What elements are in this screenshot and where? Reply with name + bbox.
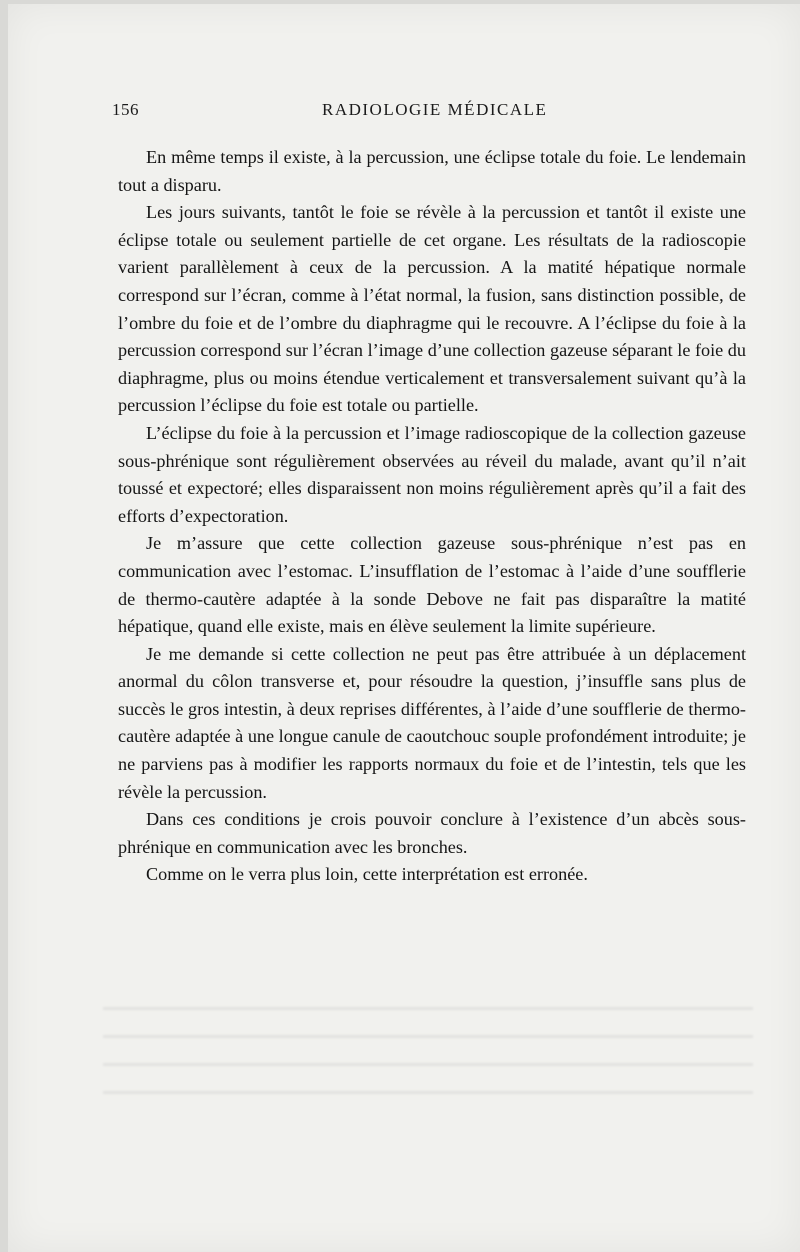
book-page (8, 4, 800, 1252)
running-title: RADIOLOGIE MÉDICALE (322, 100, 548, 119)
paragraph-4: Je m’assure que cette collection gazeuse sous-phrénique n’est pas en communication avec l’estomac. L’insufflation de l’estomac à l’aide d’une soufflerie de thermo-cautère adaptée à la sonde Debove ne fait pas disparaître la matité hépatique, quand elle existe, mais en élève seulement la limite supérieure. (118, 533, 746, 637)
page-header (112, 100, 752, 124)
page-number: 156 (112, 100, 139, 119)
paragraph-3: L’éclipse du foie à la percussion et l’image radioscopique de la collection gazeuse sous-phrénique sont régulièrement observées au réveil du malade, avant qu’il n’ait toussé et expectoré; elles disparaissent non moins régulièrement après qu’il a fait des efforts d’expectoration. (118, 422, 746, 526)
paragraph-5: Je me demande si cette collection ne peut pas être attribuée à un déplacement anormal du côlon transverse et, pour résoudre la question, j’insuffle sans plus de succès le gros intestin, à deux reprises différentes, à l’aide d’une soufflerie de thermo-cautère adaptée à une longue canule de caoutchouc souple profondément introduite; je ne parviens pas à modifier les rapports normaux du foie et de l’intestin, tels que les révèle la percussion. (118, 643, 746, 802)
body-text (118, 144, 746, 889)
paragraph-6: Dans ces conditions je crois pouvoir conclure à l’existence d’un abcès sous-phrénique en communication avec les bronches. (118, 809, 746, 857)
paragraph-2: Les jours suivants, tantôt le foie se révèle à la percussion et tantôt il existe une éclipse totale ou seulement partielle de cet organe. Les résultats de la radioscopie varient parallèlement à ceux de la percussion. A la matité hépatique normale correspond sur l’écran, comme à l’état normal, la fusion, sans distinction possible, de l’ombre du foie et de l’ombre du diaphragme qui le recouvre. A l’éclipse du foie à la percussion correspond sur l’écran l’image d’une collection gazeuse séparant le foie du diaphragme, plus ou moins étendue verticalement et transversalement suivant qu’à la percussion l’éclipse du foie est totale ou partielle. (118, 202, 746, 416)
show-through-text (103, 989, 753, 1119)
paragraph-7: Comme on le verra plus loin, cette interprétation est erronée. (146, 864, 588, 885)
paragraph-1: En même temps il existe, à la percussion, une éclipse totale du foie. Le lendemain tout a disparu. (118, 147, 746, 195)
